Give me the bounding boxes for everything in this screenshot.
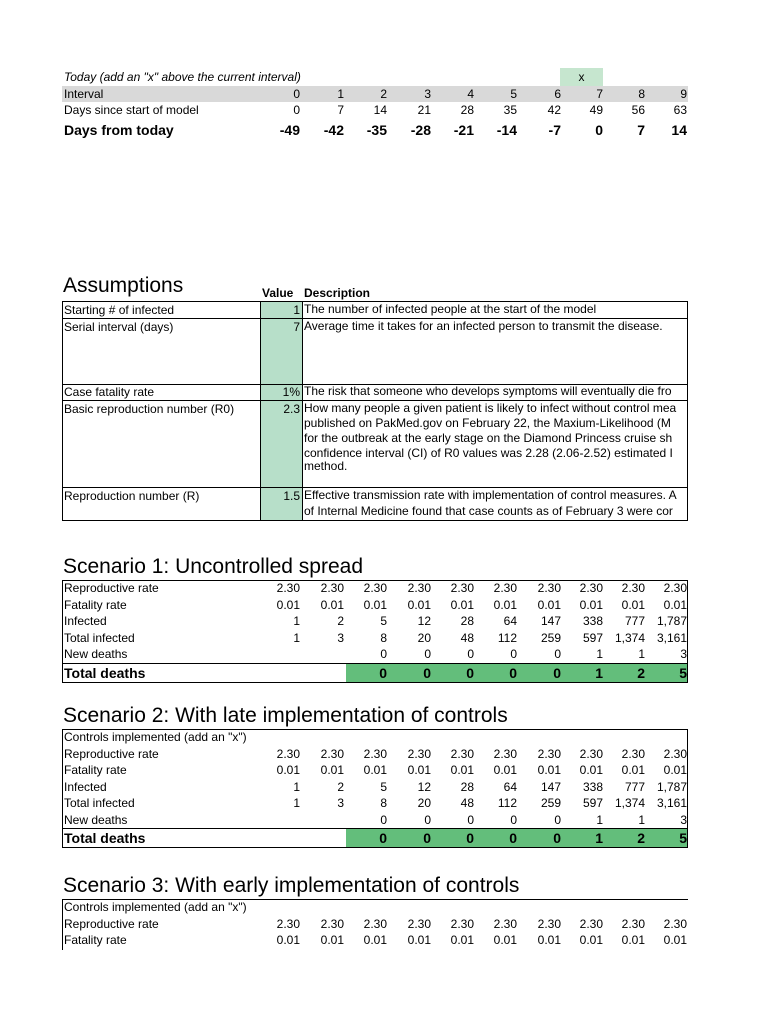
value-cell: 0.01	[621, 597, 645, 612]
value-cell: 0.01	[579, 763, 603, 777]
value-cell: 0.01	[363, 933, 387, 947]
assumption-description: The number of infected people at the start of the model	[304, 303, 597, 316]
assumption-description: method.	[304, 460, 348, 473]
controls-input-cell[interactable]	[303, 730, 344, 745]
row-label: Total infected	[64, 796, 135, 810]
value-cell: 2.30	[493, 916, 517, 931]
value-cell: 3	[337, 796, 344, 810]
assumption-label: Reproduction number (R)	[64, 489, 200, 503]
value-cell: 3	[680, 812, 687, 827]
days-from-today-label: Days from today	[64, 122, 174, 138]
value-cell: 0.01	[493, 933, 517, 947]
controls-input-cell[interactable]	[562, 730, 603, 745]
value-cell: 2.30	[663, 746, 687, 761]
assumption-value[interactable]: 2.3	[283, 402, 300, 416]
assumption-value[interactable]: 1.5	[283, 489, 300, 503]
value-cell: 777	[624, 614, 645, 628]
value-cell: 1	[596, 647, 603, 661]
total-deaths-cell: 0	[423, 664, 431, 681]
value-cell: 2.30	[407, 746, 431, 761]
value-cell: 2.30	[363, 916, 387, 931]
days-cell: 28	[460, 103, 474, 117]
value-cell: 338	[582, 614, 603, 628]
value-cell: 0.01	[407, 933, 431, 947]
row-label: New deaths	[64, 647, 128, 661]
days-label: Days since start of model	[64, 103, 199, 117]
value-cell: 3	[680, 647, 687, 661]
days-cell: 21	[417, 103, 431, 117]
controls-input-cell[interactable]	[390, 900, 431, 915]
days-from-today-cell: -42	[323, 122, 344, 138]
value-cell: 3,161	[656, 796, 687, 810]
scenario1-title: Scenario 1: Uncontrolled spread	[63, 555, 364, 578]
value-cell: 2.30	[663, 581, 687, 595]
value-cell: 0.01	[450, 597, 474, 612]
days-from-today-cell: -7	[548, 122, 561, 138]
days-from-today-cell: -21	[453, 122, 474, 138]
value-cell: 259	[540, 796, 561, 810]
total-deaths-cell: 5	[679, 664, 687, 681]
value-header: Value	[262, 286, 294, 300]
controls-input-cell[interactable]	[259, 900, 300, 915]
controls-input-cell[interactable]	[520, 900, 561, 915]
value-cell: 0	[554, 812, 561, 827]
value-cell: 3	[337, 630, 344, 645]
value-cell: 0.01	[493, 597, 517, 612]
value-cell: 5	[380, 614, 387, 628]
value-cell: 0.01	[537, 597, 561, 612]
assumptions-title: Assumptions	[63, 274, 184, 297]
interval-cell: 5	[510, 87, 517, 101]
value-cell: 1,787	[656, 614, 687, 628]
value-cell: 0	[467, 812, 474, 827]
total-deaths-cell: 1	[595, 664, 603, 681]
value-cell: 0.01	[320, 933, 344, 947]
value-cell: 8	[380, 630, 387, 645]
days-cell: 35	[503, 103, 517, 117]
row-label: Reproductive rate	[64, 916, 159, 931]
value-cell: 2.30	[579, 746, 603, 761]
value-cell: 112	[497, 630, 517, 645]
assumption-value[interactable]: 1	[293, 303, 300, 317]
row-label: Infected	[64, 614, 107, 628]
value-cell: 1	[293, 779, 300, 794]
value-cell: 259	[540, 630, 561, 645]
interval-cell: 7	[596, 87, 603, 101]
total-deaths-cell: 0	[379, 664, 387, 681]
total-deaths-cell: 0	[466, 664, 474, 681]
value-cell: 8	[380, 796, 387, 810]
value-cell: 28	[460, 779, 474, 794]
value-cell: 0.01	[537, 933, 561, 947]
assumption-description: confidence interval (CI) of R0 values was 2.28 (2.06-2.52) estimated I	[304, 447, 673, 460]
controls-input-cell[interactable]	[346, 900, 387, 915]
value-cell: 1,374	[614, 630, 645, 645]
days-cell: 7	[337, 103, 344, 117]
value-cell: 0.01	[663, 763, 687, 777]
total-deaths-cell: 0	[553, 664, 561, 681]
controls-input-cell[interactable]	[433, 730, 474, 745]
days-cell: 63	[673, 103, 687, 117]
controls-input-cell[interactable]	[646, 730, 687, 745]
value-cell: 2.30	[493, 746, 517, 761]
controls-input-cell[interactable]	[604, 900, 645, 915]
value-cell: 1	[293, 630, 300, 645]
value-cell: 48	[460, 630, 474, 645]
assumption-description: published on PakMed.gov on February 22, the Maxium-Likelihood (M	[304, 417, 671, 430]
interval-cell: 3	[424, 87, 431, 101]
value-cell: 3,161	[656, 630, 687, 645]
interval-cell: 9	[680, 87, 687, 101]
interval-cell: 8	[638, 87, 645, 101]
value-cell: 0.01	[493, 763, 517, 777]
value-cell: 0	[380, 647, 387, 661]
value-cell: 147	[540, 614, 561, 628]
assumption-label: Serial interval (days)	[64, 320, 174, 334]
controls-implemented-label: Controls implemented (add an "x")	[64, 730, 247, 744]
days-from-today-cell: 7	[637, 122, 645, 138]
value-cell: 64	[503, 779, 517, 794]
assumption-description: for the outbreak at the early stage on the Diamond Princess cruise sh	[304, 432, 673, 445]
value-cell: 0	[380, 812, 387, 827]
total-deaths-label: Total deaths	[64, 830, 146, 846]
value-cell: 2.30	[276, 916, 300, 931]
row-label: Infected	[64, 779, 107, 794]
value-cell: 2.30	[537, 916, 561, 931]
days-from-today-cell: -35	[366, 122, 387, 138]
row-label: Reproductive rate	[64, 581, 159, 595]
total-deaths-cell: 0	[466, 830, 474, 846]
value-cell: 1	[638, 647, 645, 661]
value-cell: 2.30	[407, 581, 431, 595]
value-cell: 0.01	[579, 933, 603, 947]
value-cell: 0	[554, 647, 561, 661]
value-cell: 0.01	[363, 763, 387, 777]
value-cell: 597	[582, 796, 603, 810]
value-cell: 2.30	[579, 581, 603, 595]
controls-input-cell[interactable]	[604, 730, 645, 745]
value-cell: 0.01	[363, 597, 387, 612]
row-label: Total infected	[64, 630, 135, 645]
value-cell: 12	[417, 779, 431, 794]
value-cell: 2.30	[450, 746, 474, 761]
value-cell: 0.01	[407, 763, 431, 777]
assumption-label: Basic reproduction number (R0)	[64, 402, 235, 416]
assumption-description: The risk that someone who develops symptoms will eventually die fro	[304, 385, 672, 398]
assumption-description: Effective transmission rate with implementation of control measures. A	[304, 489, 677, 502]
total-deaths-cell: 2	[637, 830, 645, 846]
value-cell: 2.30	[276, 581, 300, 595]
value-cell: 2.30	[320, 581, 344, 595]
interval-cell: 2	[380, 87, 387, 101]
row-label: Reproductive rate	[64, 746, 159, 761]
value-cell: 2.30	[537, 746, 561, 761]
total-deaths-cell: 0	[553, 830, 561, 846]
value-cell: 2.30	[363, 581, 387, 595]
value-cell: 1,787	[656, 779, 687, 794]
value-cell: 5	[380, 779, 387, 794]
value-cell: 2.30	[493, 581, 517, 595]
interval-cell: 0	[293, 87, 300, 101]
interval-cell: 6	[554, 87, 561, 101]
value-cell: 2.30	[579, 916, 603, 931]
controls-input-cell[interactable]	[562, 900, 603, 915]
days-from-today-cell: -14	[496, 122, 517, 138]
total-deaths-cell: 0	[379, 830, 387, 846]
value-cell: 597	[582, 630, 603, 645]
value-cell: 0	[510, 647, 517, 661]
value-cell: 20	[417, 796, 431, 810]
days-cell: 42	[547, 103, 561, 117]
days-from-today-cell: 0	[595, 122, 603, 138]
controls-input-cell[interactable]	[259, 730, 300, 745]
row-label: Fatality rate	[64, 597, 127, 612]
total-deaths-cell: 5	[679, 830, 687, 846]
value-cell: 0.01	[276, 597, 300, 612]
assumption-description: How many people a given patient is likely to infect without control mea	[304, 402, 677, 415]
value-cell: 0	[510, 812, 517, 827]
assumption-description: of Internal Medicine found that case counts as of February 3 were cor	[304, 505, 673, 518]
value-cell: 0.01	[276, 933, 300, 947]
value-cell: 0.01	[579, 597, 603, 612]
value-cell: 2.30	[320, 916, 344, 931]
value-cell: 0.01	[663, 933, 687, 947]
assumption-value[interactable]: 7	[293, 320, 300, 334]
value-cell: 2.30	[407, 916, 431, 931]
row-label: Fatality rate	[64, 933, 127, 947]
row-label: Fatality rate	[64, 763, 127, 777]
value-cell: 0.01	[450, 933, 474, 947]
days-cell: 49	[589, 103, 603, 117]
controls-input-cell[interactable]	[390, 730, 431, 745]
value-cell: 2.30	[320, 746, 344, 761]
value-cell: 0.01	[621, 763, 645, 777]
value-cell: 2.30	[537, 581, 561, 595]
value-cell: 147	[540, 779, 561, 794]
row-label: New deaths	[64, 812, 128, 827]
scenario3-title: Scenario 3: With early implementation of controls	[63, 874, 520, 897]
interval-cell: 1	[337, 87, 344, 101]
value-cell: 1	[293, 796, 300, 810]
value-cell: 2	[337, 779, 344, 794]
value-cell: 2.30	[621, 916, 645, 931]
days-from-today-cell: -49	[279, 122, 300, 138]
value-cell: 0.01	[537, 763, 561, 777]
assumption-description: Average time it takes for an infected person to transmit the disease.	[304, 320, 663, 333]
description-header: Description	[304, 286, 371, 300]
total-deaths-cell: 2	[637, 664, 645, 681]
controls-input-cell[interactable]	[346, 730, 387, 745]
total-deaths-cell: 0	[423, 830, 431, 846]
value-cell: 777	[624, 779, 645, 794]
interval-cell: 4	[467, 87, 474, 101]
assumption-value[interactable]: 1%	[282, 385, 300, 399]
value-cell: 112	[497, 796, 517, 810]
value-cell: 0.01	[407, 597, 431, 612]
value-cell: 1	[638, 812, 645, 827]
total-deaths-cell: 1	[595, 830, 603, 846]
value-cell: 1	[293, 614, 300, 628]
value-cell: 2	[337, 614, 344, 628]
value-cell: 28	[460, 614, 474, 628]
value-cell: 2.30	[450, 581, 474, 595]
scenario2-title: Scenario 2: With late implementation of controls	[63, 704, 508, 727]
value-cell: 20	[417, 630, 431, 645]
controls-implemented-label: Controls implemented (add an "x")	[64, 900, 247, 914]
value-cell: 2.30	[663, 916, 687, 931]
today-marker: x	[578, 70, 585, 84]
value-cell: 1	[596, 812, 603, 827]
days-from-today-cell: 14	[671, 122, 687, 138]
value-cell: 2.30	[621, 581, 645, 595]
days-cell: 0	[293, 103, 300, 117]
value-cell: 48	[460, 796, 474, 810]
value-cell: 0.01	[320, 597, 344, 612]
assumption-label: Case fatality rate	[64, 385, 155, 399]
value-cell: 2.30	[621, 746, 645, 761]
value-cell: 2.30	[450, 916, 474, 931]
value-cell: 338	[582, 779, 603, 794]
interval-label: Interval	[64, 87, 104, 101]
value-cell: 0.01	[621, 933, 645, 947]
today-label: Today (add an "x" above the current interval)	[64, 70, 301, 84]
assumption-label: Starting # of infected	[64, 303, 175, 317]
value-cell: 64	[503, 614, 517, 628]
value-cell: 0	[424, 812, 431, 827]
controls-input-cell[interactable]	[476, 730, 517, 745]
value-cell: 1,374	[614, 796, 645, 810]
controls-input-cell[interactable]	[476, 900, 517, 915]
controls-input-cell[interactable]	[303, 900, 344, 915]
value-cell: 0.01	[450, 763, 474, 777]
days-cell: 14	[373, 103, 387, 117]
value-cell: 12	[417, 614, 431, 628]
controls-input-cell[interactable]	[433, 900, 474, 915]
value-cell: 0.01	[320, 763, 344, 777]
value-cell: 0.01	[276, 763, 300, 777]
total-deaths-cell: 0	[509, 830, 517, 846]
days-cell: 56	[631, 103, 645, 117]
value-cell: 2.30	[363, 746, 387, 761]
value-cell: 2.30	[276, 746, 300, 761]
value-cell: 0	[424, 647, 431, 661]
controls-input-cell[interactable]	[520, 730, 561, 745]
days-from-today-cell: -28	[410, 122, 431, 138]
total-deaths-label: Total deaths	[64, 664, 146, 681]
value-cell: 0.01	[663, 597, 687, 612]
controls-input-cell[interactable]	[646, 900, 687, 915]
total-deaths-cell: 0	[509, 664, 517, 681]
value-cell: 0	[467, 647, 474, 661]
